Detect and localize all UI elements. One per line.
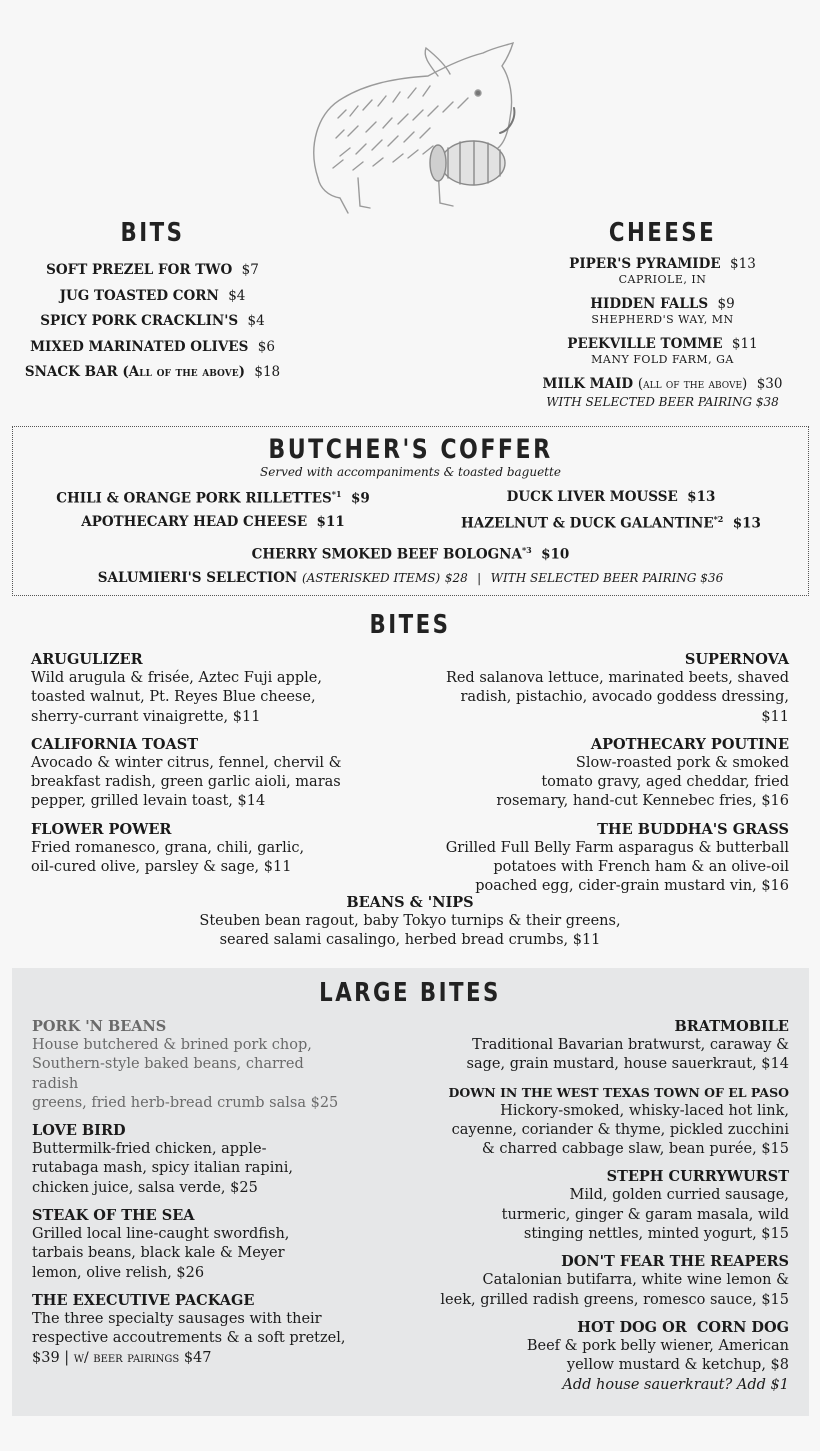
dish (409, 1167, 789, 1244)
bits-item: MIXED MARINATED OLIVES $6 (30, 338, 275, 355)
dish-price-line: $39 | w/ beer pairings $47 (32, 1349, 212, 1366)
cheese-pairing-note: WITH SELECTED BEER PAIRING $38 (546, 395, 779, 409)
cheese-title: CHEESE (608, 218, 717, 248)
bits-item: SNACK BAR (All of the above) $18 (24, 364, 281, 380)
dish-description: Grilled Full Belly Farm asparagus & butterball potatoes with French ham & an olive-oil poached egg, cider-grain mustard vin, $16 (445, 839, 789, 895)
dish (429, 735, 789, 812)
dish (409, 1017, 789, 1075)
dish-name: SUPERNOVA (684, 651, 789, 668)
large-bites-right-column (409, 1017, 789, 1403)
dish-name: CALIFORNIA TOAST (31, 735, 199, 753)
dish-description: Slow-roasted pork & smoked tomato gravy, aged cheddar, fried rosemary, hand-cut Kennebec fries, $16 (496, 754, 789, 810)
dish-description: Buttermilk-fried chicken, apple- rutabaga mash, spicy italian rapini, chicken juice, salsa verde, $25 (32, 1141, 293, 1196)
bits-title: BITS (120, 218, 185, 248)
bits-section (10, 218, 295, 386)
dish-description: Red salanova lettuce, marinated beets, shaved radish, pistachio, avocado goddess dressing, $11 (445, 670, 789, 725)
dish-name: ARUGULIZER (31, 651, 143, 668)
large-bites-header (0, 978, 820, 1008)
dish (32, 1206, 352, 1283)
butchers-coffer-section (12, 426, 809, 596)
dish-name: STEAK OF THE SEA (32, 1207, 195, 1225)
dish-description: Wild arugula & frisée, Aztec Fuji apple, toasted walnut, Pt. Reyes Blue cheese, sherry-currant vinaigrette, $11 (31, 670, 322, 725)
dish-name: FLOWER POWER (31, 820, 172, 838)
bites-title: BITES (369, 610, 451, 640)
dish-name: STEPH CURRYWURST (606, 1168, 789, 1186)
cheese-item: PEEKVILLE TOMME $11 (567, 336, 758, 352)
dish-description: House butchered & brined pork chop, Southern-style baked beans, charred radish greens, fried herb-bread crumb salsa $25 (32, 1037, 339, 1111)
dish (32, 1121, 352, 1198)
dish-name: HOT DOG OR CORN DOG (577, 1318, 789, 1336)
dish-description: The three specialty sausages with their respective accoutrements & a soft pretzel, (32, 1310, 346, 1347)
dish (409, 1083, 789, 1160)
coffer-selection: SALUMIERI'S SELECTION (ASTERISKED ITEMS) $28 | WITH SELECTED BEER PAIRING $36 (97, 569, 724, 586)
large-bites-left-column (32, 1017, 352, 1376)
dish-description: Hickory-smoked, whisky-laced hot link, cayenne, coriander & thyme, pickled zucchini & charred cabbage slaw, bean purée, $15 (451, 1102, 789, 1158)
dish-name: THE EXECUTIVE PACKAGE (32, 1291, 255, 1309)
bites-right-column (429, 650, 789, 905)
boar-with-barrel-logo (288, 38, 520, 223)
dish-name: BRATMOBILE (674, 1018, 789, 1035)
dish-name: DON'T FEAR THE REAPERS (561, 1253, 789, 1271)
cheese-origin: CAPRIOLE, IN (618, 273, 707, 286)
dish-description: Mild, golden curried sausage, turmeric, ginger & garam masala, wild stinging nettles, minted yogurt, $15 (501, 1187, 789, 1243)
dish-name: PORK 'N BEANS (32, 1018, 167, 1035)
bits-item: SOFT PREZEL FOR TWO $7 (46, 262, 259, 278)
dish-description: Traditional Bavarian bratwurst, caraway & sage, grain mustard, house sauerkraut, $14 (466, 1037, 789, 1073)
coffer-subtitle: Served with accompaniments & toasted baguette (260, 465, 561, 479)
cheese-item: PIPER'S PYRAMIDE $13 (569, 256, 756, 272)
coffer-bologna: CHERRY SMOKED BEEF BOLOGNA$^{*3}$ $10 (251, 545, 570, 563)
dish-name: LOVE BIRD (32, 1122, 126, 1140)
dish-description: Grilled local line-caught swordfish, tarbais beans, black kale & Meyer lemon, olive relish, $26 (32, 1226, 290, 1281)
large-bites-title: LARGE BITES (319, 978, 501, 1008)
dish-center (0, 893, 820, 951)
dish-description: Fried romanesco, grana, chili, garlic, oil-cured olive, parsley & sage, $11 (31, 839, 305, 876)
dish (31, 820, 351, 878)
bits-item: JUG TOASTED CORN $4 (59, 287, 246, 304)
dish (429, 650, 789, 727)
bits-item: SPICY PORK CRACKLIN'S $4 (40, 313, 265, 329)
cheese-origin: MANY FOLD FARM, GA (591, 353, 734, 366)
cheese-item: MILK MAID (all of the above) $30 (542, 376, 783, 392)
coffer-row (13, 489, 808, 514)
dish-name: APOTHECARY POUTINE (590, 735, 789, 753)
dish-name: DOWN IN THE WEST TEXAS TOWN OF EL PASO (448, 1084, 789, 1100)
dish-description: Catalonian butifarra, white wine lemon & leek, grilled radish greens, romesco sauce, $15 (440, 1272, 789, 1308)
dish (409, 1318, 789, 1395)
dish (409, 1252, 789, 1310)
dish (31, 735, 351, 812)
dish-description: Steuben bean ragout, baby Tokyo turnips & their greens, seared salami casalingo, herbed bread crumbs, $11 (199, 913, 621, 949)
dish-description: Beef & pork belly wiener, American yellow mustard & ketchup, $8 (526, 1337, 789, 1374)
bites-header (0, 610, 820, 640)
dish (32, 1291, 352, 1368)
cheese-section (510, 218, 815, 411)
cheese-origin: SHEPHERD'S WAY, MN (591, 313, 734, 326)
coffer-row (13, 514, 808, 539)
coffer-item: HAZELNUT & DUCK GALANTINE$^{*2}$ $13 (461, 514, 761, 532)
dish (429, 820, 789, 897)
coffer-title: BUTCHER'S COFFER (268, 434, 553, 465)
dish (32, 1017, 352, 1113)
coffer-item: DUCK LIVER MOUSSE $13 (506, 489, 716, 505)
dish-description: Avocado & winter citrus, fennel, chervil & breakfast radish, green garlic aioli, maras pepper, grilled levain toast, $14 (31, 754, 342, 810)
dish (31, 650, 351, 727)
coffer-item: APOTHECARY HEAD CHEESE $11 (81, 514, 345, 530)
cheese-item: HIDDEN FALLS $9 (590, 296, 735, 312)
dish-name: THE BUDDHA'S GRASS (597, 820, 789, 838)
bites-left-column (31, 650, 351, 885)
dish-name: BEANS & 'NIPS (346, 894, 474, 911)
dish-addon: Add house sauerkraut? Add $1 (562, 1376, 789, 1393)
coffer-item: CHILI & ORANGE PORK RILLETTES$^{*1}$ $9 (56, 489, 370, 507)
